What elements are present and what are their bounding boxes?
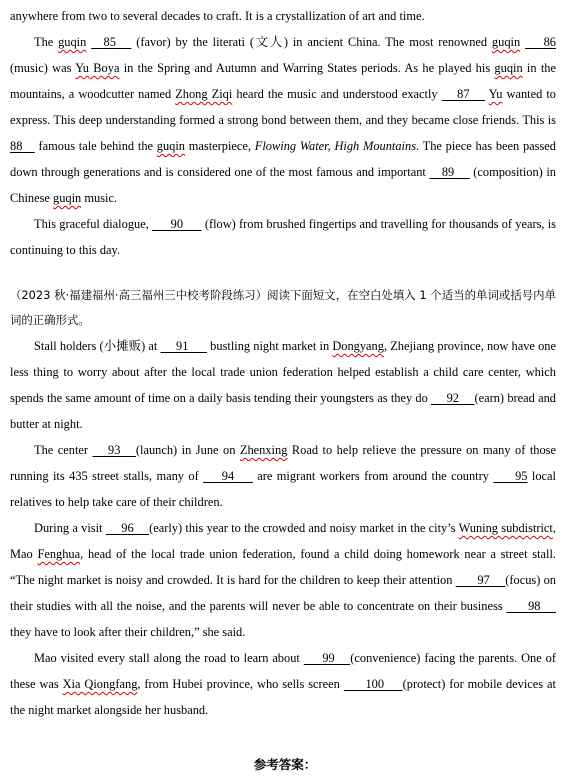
blank-90[interactable]: 90 (170, 217, 184, 231)
spell-flag: Fenghua (37, 547, 81, 561)
blank-92[interactable]: 92 (446, 391, 459, 405)
spell-flag: Zhenxing (239, 443, 288, 457)
source-instruction: （2023 秋·福建福州·高三福州三中校考阶段练习）阅读下面短文，在空白处填入 1 个适当的单词或括号内单词的正确形式。 (10, 288, 556, 327)
blank-94[interactable]: 94 (221, 469, 235, 483)
passage2-paragraph-3: During a visit 96 (early) this year to the crowded and noisy market in the city’s Wuning subdistrict, Mao Fenghua, head of the local trade union federation, found a child doing homework near a street stall. “The night market is noisy and crowded. It is hard for the children to keep their attention 97 (focus) on their studies with all the noise, and the parents will never be able to concentrate on their business 98 they have to look after their children,” she said. (10, 515, 556, 645)
spell-flag: Yu (488, 87, 503, 101)
blank-99[interactable]: 99 (322, 651, 335, 665)
spell-flag: guqin (53, 191, 82, 205)
passage2-paragraph-1: Stall holders (小摊贩) at 91 bustling night market in Dongyang, Zhejiang province, now have one less thing to worry about after the local trade union federation helped establish a child care center, which spends the same amount of time on a daily basis tending their youngsters as they do 92 (earn) bread and butter at night. (10, 333, 556, 437)
passage2-paragraph-2: The center 93 (launch) in June on Zhenxing Road to help relieve the pressure on many of those running its 435 street stalls, many of 94 are migrant workers from around the country 95 local relatives to help take care of their children. (10, 437, 556, 515)
passage1-paragraph-1: The guqin 85 (favor) by the literati (文人) in ancient China. The most renowned guqin 86(music) was Yu Boya in the Spring and Autumn and Warring States periods. As he played his guqin in the mountains, a woodcutter named Zhong Ziqi heard the music and understood exactly 87 Yu wanted to express. This deep understanding formed a strong bond between them, and they became close friends. This is 88 famous tale behind the guqin masterpiece, Flowing Water, High Mountains. The piece has been passed down through generations and is considered one of the most famous and important 89 (composition) in Chinese guqin music. (10, 29, 556, 211)
passage2-paragraph-4: Mao visited every stall along the road to learn about 99 (convenience) facing the parents. One of these was Xia Qiongfang, from Hubei province, who sells screen 100 (protect) for mobile devices at the night market alongside her husband. (10, 645, 556, 723)
blank-93[interactable]: 93 (108, 443, 121, 457)
blank-100[interactable]: 100 (365, 677, 385, 691)
spell-flag: guqin (494, 61, 523, 75)
spell-flag: guqin (156, 139, 186, 153)
blank-97[interactable]: 97 (477, 573, 490, 587)
passage1-paragraph-2: This graceful dialogue, 90 (flow) from brushed fingertips and travelling for thousands of years, is continuing to this day. (10, 211, 556, 263)
blank-96[interactable]: 96 (121, 521, 134, 535)
blank-88[interactable]: 88 (10, 139, 23, 153)
blank-98[interactable]: 98 (528, 599, 541, 613)
answer-heading: 参考答案： (253, 757, 317, 772)
section-gap (10, 263, 556, 283)
spell-flag: guqin (491, 35, 521, 49)
spell-flag: Yu Boya (75, 61, 120, 75)
spell-flag: Xia Qiongfang (62, 677, 138, 691)
blank-87[interactable]: 87 (457, 87, 470, 101)
blank-95[interactable]: 95 (515, 469, 528, 483)
spell-flag: Dongyang (332, 339, 384, 353)
spell-flag: Wuning subdistrict (458, 521, 553, 535)
spell-flag: Zhong Ziqi (175, 87, 233, 101)
blank-89[interactable]: 89 (441, 165, 455, 179)
blank-85[interactable]: 85 (103, 35, 116, 49)
blank-91[interactable]: 91 (176, 339, 189, 353)
blank-86[interactable]: 86 (543, 35, 556, 49)
spell-flag: guqin (58, 35, 87, 49)
work-title: Flowing Water, High Mountains (254, 139, 417, 153)
passage1-paragraph-0: anywhere from two to several decades to craft. It is a crystallization of art and time. (10, 9, 425, 23)
